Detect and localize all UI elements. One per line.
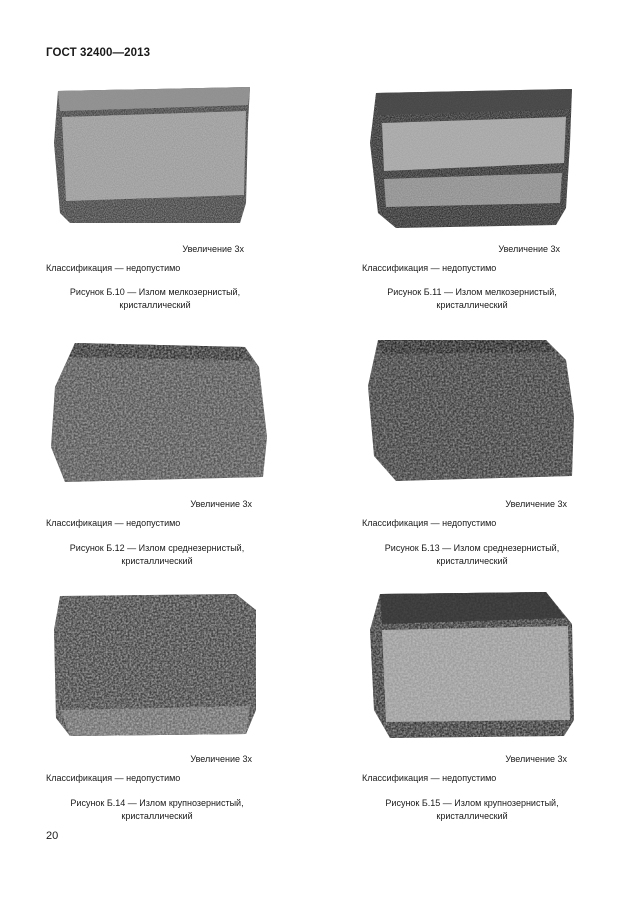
magnification-label: Увеличение 3х [190,499,252,509]
magnification-label: Увеличение 3х [182,244,244,254]
figure-caption-b12 [27,542,287,567]
magnification-label: Увеличение 3х [505,499,567,509]
classification-text: Классификация — недопустимо [46,263,181,273]
page-number: 20 [46,830,59,842]
caption-line-2: кристаллический [436,299,508,310]
caption-line-2: кристаллический [121,555,193,566]
caption-line-2: кристаллический [121,810,193,821]
figure-caption-b13 [342,542,602,567]
classification-text: Классификация — недопустимо [362,263,497,273]
fracture-photo-b14 [50,590,262,740]
figure-caption-b14 [27,797,287,822]
caption-line-1: Рисунок Б.12 — Излом среднезернистый, [69,543,245,553]
caption-line-1: Рисунок Б.15 — Излом крупнозернистый, [385,798,559,808]
figure-caption-b15 [342,797,602,822]
fracture-photo-b15 [366,590,578,742]
fracture-photo-b10 [50,83,255,228]
fracture-photo-b11 [366,83,578,233]
figure-caption-b10 [25,286,285,311]
magnification-label: Увеличение 3х [190,754,252,764]
caption-line-1: Рисунок Б.13 — Излом среднезернистый, [384,543,560,553]
magnification-label: Увеличение 3х [505,754,567,764]
fracture-photo-b12 [45,337,270,487]
figure-caption-b11 [342,286,602,311]
classification-text: Классификация — недопустимо [362,518,497,528]
caption-line-2: кристаллический [436,555,508,566]
caption-line-1: Рисунок Б.11 — Излом мелкозернистый, [387,287,557,297]
caption-line-2: кристаллический [436,810,508,821]
caption-line-1: Рисунок Б.10 — Излом мелкозернистый, [69,287,241,297]
caption-line-2: кристаллический [119,299,191,310]
classification-text: Классификация — недопустимо [46,773,181,783]
classification-text: Классификация — недопустимо [46,518,181,528]
document-header: ГОСТ 32400—2013 [46,47,151,59]
classification-text: Классификация — недопустимо [362,773,497,783]
caption-line-1: Рисунок Б.14 — Излом крупнозернистый, [70,798,244,808]
magnification-label: Увеличение 3х [498,244,560,254]
fracture-photo-b13 [366,336,578,486]
